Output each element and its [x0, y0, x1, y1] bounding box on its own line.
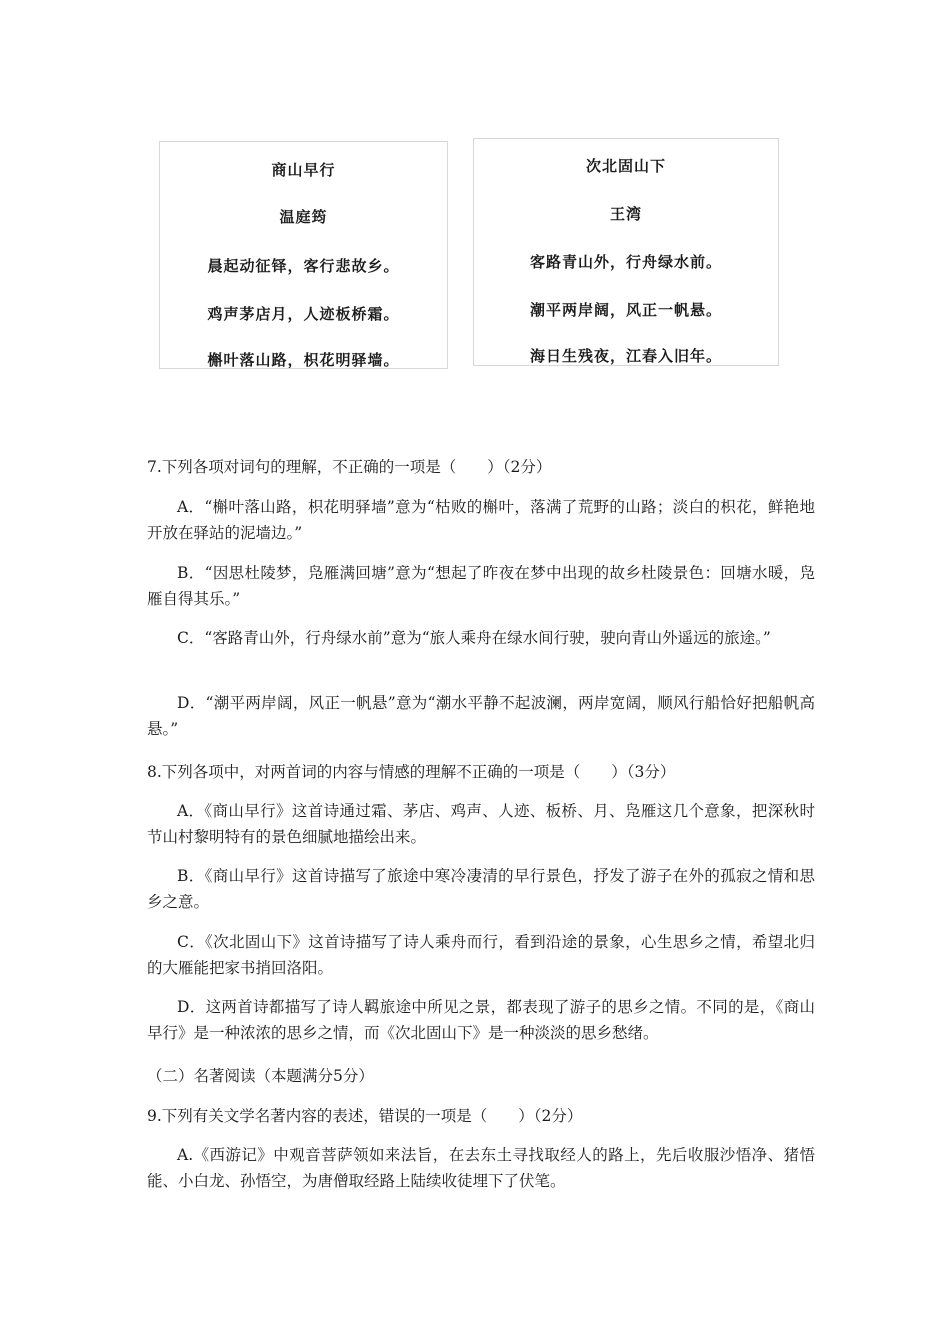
poem-title: 次北固山下 [585, 157, 666, 175]
poem-line: 海日生残夜，江春入旧年。 [529, 347, 722, 365]
poem-line: 客路青山外，行舟绿水前。 [529, 253, 722, 271]
poem-line: 潮平两岸阔，风正一帆悬。 [529, 301, 722, 319]
question-7-option-d: D．“潮平两岸阔，风正一帆悬”意为“潮水平静不起波澜，两岸宽阔，顺风行船恰好把船帆高悬。” [147, 694, 815, 738]
question-7-option-a: A．“槲叶落山路，枳花明驿墙”意为“枯败的槲叶，落满了荒野的山路；淡白的枳花，鲜艳地开放在驿站的泥墙边。” [147, 498, 815, 542]
poem-author: 温庭筠 [279, 208, 328, 226]
question-8-option-b: B．《商山早行》这首诗描写了旅途中寒冷凄清的早行景色，抒发了游子在外的孤寂之情和思乡之意。 [147, 867, 815, 911]
question-7-option-c: C．“客路青山外，行舟绿水前”意为“旅人乘舟在绿水间行驶，驶向青山外遥远的旅途。” [177, 629, 771, 647]
poem-line: 晨起动征铎，客行悲故乡。 [207, 257, 400, 275]
section-heading: （二）名著阅读（本题满分5分） [147, 1067, 374, 1085]
poem-line: 槲叶落山路，枳花明驿墙。 [207, 351, 400, 369]
question-8-stem: 8.下列各项中，对两首词的内容与情感的理解不正确的一项是（ ）（3分） [147, 763, 676, 781]
question-8-option-a: A．《商山早行》这首诗通过霜、茅店、鸡声、人迹、板桥、月、凫雁这几个意象，把深秋时节山村黎明特有的景色细腻地描绘出来。 [147, 802, 815, 846]
poem-box-shangshan-zaoxing [159, 141, 448, 369]
question-7-option-b: B．“因思杜陵梦，凫雁满回塘”意为“想起了昨夜在梦中出现的故乡杜陵景色：回塘水暖，凫雁自得其乐。” [147, 564, 815, 608]
poem-box-ci-beigu-shanxia [473, 138, 779, 366]
poem-author: 王湾 [609, 205, 642, 223]
question-8-option-d: D．这两首诗都描写了诗人羁旅途中所见之景，都表现了游子的思乡之情。不同的是，《商山早行》是一种浓浓的思乡之情，而《次北固山下》是一种淡淡的思乡愁绪。 [147, 998, 815, 1042]
question-8-option-c: C．《次北固山下》这首诗描写了诗人乘舟而行，看到沿途的景象，心生思乡之情，希望北归的大雁能把家书捎回洛阳。 [147, 933, 815, 977]
question-9-stem: 9.下列有关文学名著内容的表述，错误的一项是（ ）（2分） [147, 1107, 583, 1125]
question-7-stem: 7.下列各项对词句的理解，不正确的一项是（ ）（2分） [147, 458, 552, 476]
question-9-option-a: A.《西游记》中观音菩萨领如来法旨，在去东土寻找取经人的路上，先后收服沙悟净、猪悟能、小白龙、孙悟空，为唐僧取经路上陆续收徒埋下了伏笔。 [147, 1146, 815, 1190]
poem-title: 商山早行 [271, 161, 336, 179]
poem-line: 鸡声茅店月，人迹板桥霜。 [207, 305, 400, 323]
